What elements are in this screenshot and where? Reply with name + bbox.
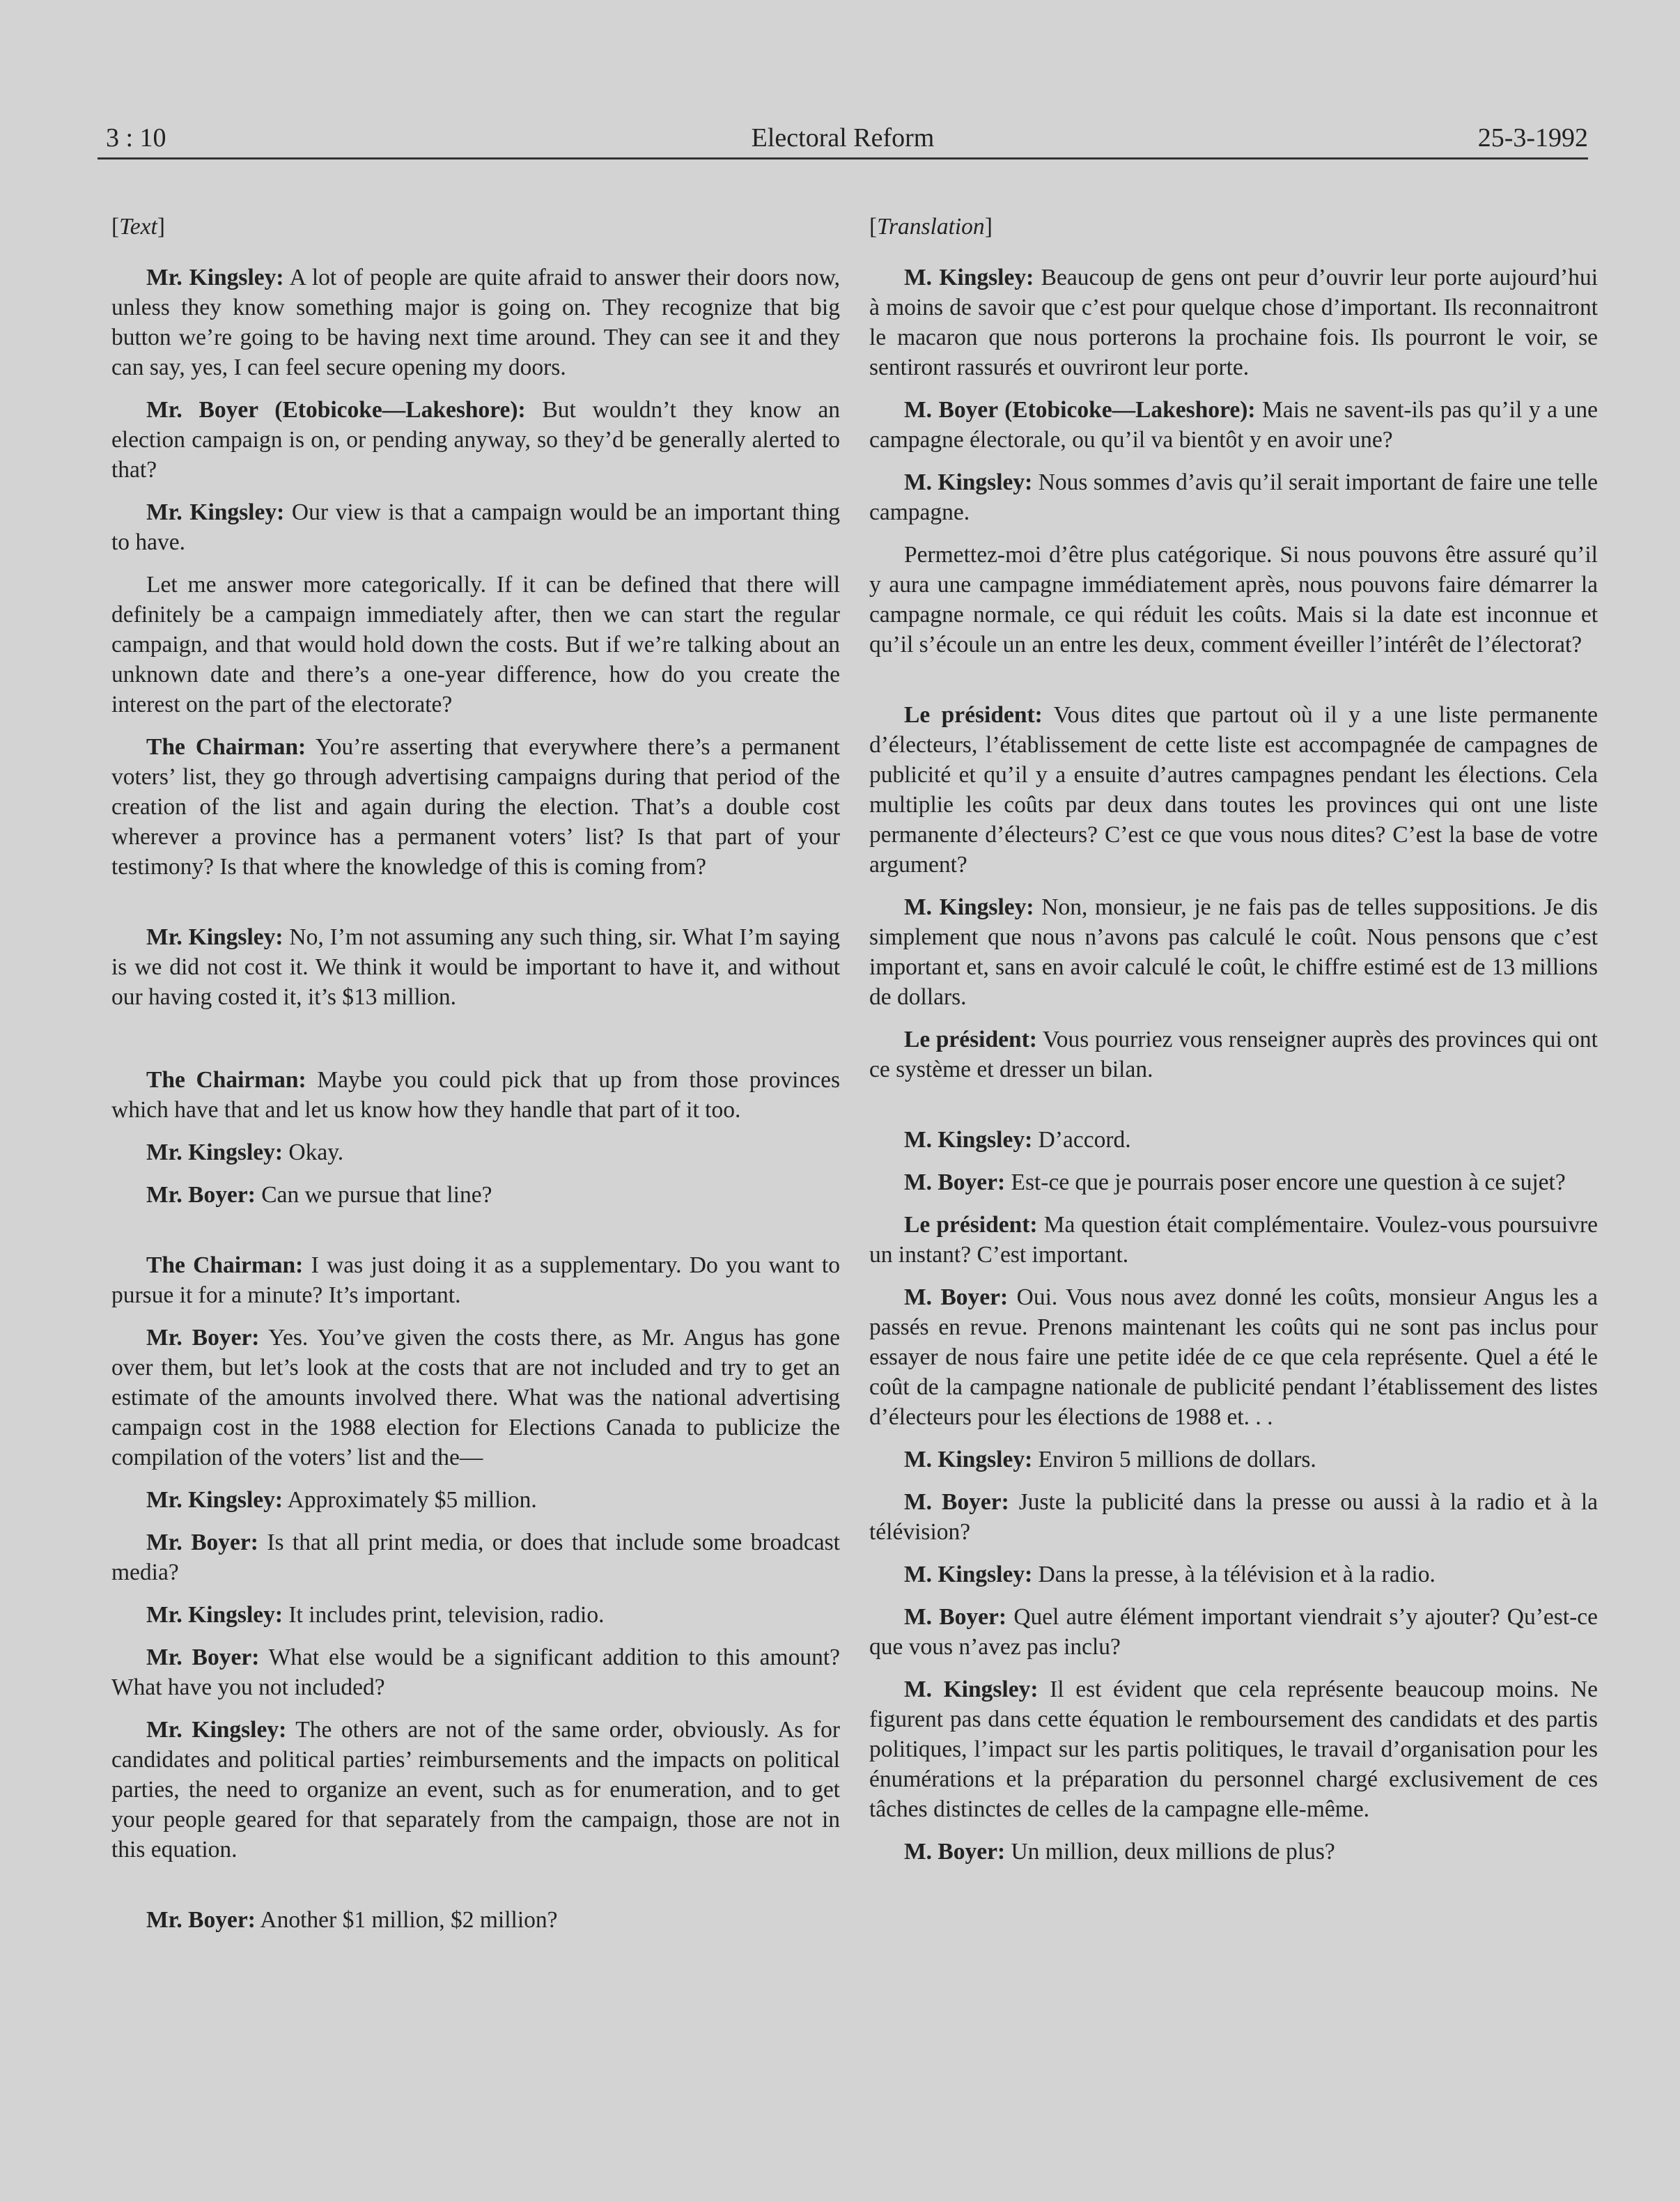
transcript-paragraph: Permettez-moi d’être plus catégorique. Si nous pouvons être assuré qu’il y aura une campagne immédiatement après, nous pouvons faire démarrer la campagne normale, ce qui réduit les coûts. Mais si la date est inconnue et qu’il s’écoule un an entre les deux, comment éveiller l’intérêt de l’électorat? bbox=[869, 542, 1598, 658]
transcript-paragraph: Le président: Vous dites que partout où il y a une liste permanente d’électeurs, l’établissement de cette liste est accompagnée de campagnes de publicité et qu’il y a ensuite d’autres campagnes pendant les élections. Cela multiplie les coûts par deux dans toutes les provinces qui ont une liste permanente d’électeurs? C’est ce que vous nous dites? C’est la base de votre argument? bbox=[869, 702, 1598, 878]
page-number: 3 : 10 bbox=[106, 123, 166, 153]
transcript-paragraph: M. Kingsley: Nous sommes d’avis qu’il serait important de faire une telle campagne. bbox=[869, 469, 1599, 525]
english-column bbox=[111, 202, 840, 1947]
transcript-paragraph: Mr. Boyer: Can we pursue that line? bbox=[146, 1182, 492, 1208]
transcript-paragraph: The Chairman: You’re asserting that everywhere there’s a permanent voters’ list, they go through advertising campaigns during that period of the creation of the list and again during the election. That’s a double cost wherever a province has a permanent voters’ list? Is that part of your testimony? Is that where the knowledge of this is coming from? bbox=[111, 734, 840, 880]
transcript-paragraph: The Chairman: I was just doing it as a supplementary. Do you want to pursue it for a minute? It’s important. bbox=[111, 1252, 840, 1308]
transcript-paragraph: Mr. Kingsley: Our view is that a campaign would be an important thing to have. bbox=[111, 499, 840, 555]
transcript-paragraph: M. Kingsley: D’accord. bbox=[904, 1127, 1131, 1153]
transcript-paragraph: M. Kingsley: Non, monsieur, je ne fais pas de telles suppositions. Je dis simplement que nous n’avons pas calculé le coût. Nous pensons que c’est important et, sans en avoir calculé le coût, le chiffre estimé est de 13 millions de dollars. bbox=[869, 894, 1599, 1010]
transcript-paragraph: M. Boyer: Quel autre élément important viendrait s’y ajouter? Qu’est-ce que vous n’avez pas inclu? bbox=[869, 1604, 1598, 1660]
text-tag: [Text] bbox=[111, 214, 165, 240]
page-header bbox=[98, 118, 1588, 160]
transcript-paragraph: M. Kingsley: Environ 5 millions de dollars. bbox=[904, 1447, 1316, 1472]
transcript-paragraph: M. Kingsley: Dans la presse, à la télévision et à la radio. bbox=[904, 1562, 1436, 1587]
french-column bbox=[869, 202, 1598, 1879]
document-title: Electoral Reform bbox=[751, 123, 935, 153]
transcript-paragraph: Mr. Kingsley: Approximately $5 million. bbox=[146, 1487, 537, 1513]
transcript-paragraph: M. Boyer: Est-ce que je pourrais poser encore une question à ce sujet? bbox=[904, 1169, 1566, 1195]
transcript-paragraph: Mr. Kingsley: The others are not of the same order, obviously. As for candidates and political parties’ reimbursements and the impacts on political parties, the need to organize an event, such as for enumeration, and to get your people geared for that separately from the campaign, those are not in this equation. bbox=[111, 1717, 840, 1862]
transcript-paragraph: Mr. Kingsley: It includes print, television, radio. bbox=[146, 1602, 605, 1628]
transcript-paragraph: Mr. Boyer: Is that all print media, or does that include some broadcast media? bbox=[111, 1530, 840, 1585]
transcript-paragraph: Let me answer more categorically. If it can be defined that there will definitely be a campaign immediately after, then we can start the regular campaign, and that would hold down the costs. But if we’re talking about an unknown date and there’s a one-year difference, how do you create the interest on the part of the electorate? bbox=[111, 572, 840, 717]
transcript-paragraph: Le président: Ma question était complémentaire. Voulez-vous poursuivre un instant? C’est important. bbox=[869, 1212, 1598, 1268]
transcript-paragraph: M. Kingsley: Il est évident que cela représente beaucoup moins. Ne figurent pas dans cette équation le remboursement des candidats et des partis politiques, l’impact sur les partis politiques, le travail d’organisation pour les énumérations et la préparation du personnel chargé exclusivement de ces tâches distinctes de celles de la campagne elle-même. bbox=[869, 1677, 1598, 1822]
transcript-paragraph: M. Boyer: Oui. Vous nous avez donné les coûts, monsieur Angus les a passés en revue. Prenons maintenant les coûts qui ne sont pas inclus pour essayer de nous faire une petite idée de ce que cela représente. Quel a été le coût de la campagne nationale de publicité pendant l’établissement des listes d’électeurs pour les élections de 1988 et. . . bbox=[869, 1284, 1598, 1430]
transcript-paragraph: M. Boyer: Un million, deux millions de plus? bbox=[904, 1839, 1335, 1865]
transcript-paragraph: Mr. Kingsley: No, I’m not assuming any such thing, sir. What I’m saying is we did not cost it. We think it would be important to have it, and without our having costed it, it’s $13 million. bbox=[111, 924, 840, 1010]
translation-tag: [Translation] bbox=[869, 214, 993, 240]
transcript-paragraph: M. Kingsley: Beaucoup de gens ont peur d’ouvrir leur porte aujourd’hui à moins de savoir que c’est pour quelque chose d’important. Ils reconnaitront le macaron que nous porterons la prochaine fois. Ils pourront le voir, se sentiront rassurés et ouvriront leur porte. bbox=[869, 265, 1599, 380]
transcript-paragraph: M. Boyer (Etobicoke—Lakeshore): Mais ne savent-ils pas qu’il y a une campagne électorale, ou qu’il va bientôt y en avoir une? bbox=[869, 397, 1598, 453]
transcript-paragraph: Mr. Kingsley: A lot of people are quite afraid to answer their doors now, unless they know something major is going on. They recognize that big button we’re going to be having next time around. They can see it and they can say, yes, I can feel secure opening my doors. bbox=[111, 265, 841, 380]
transcript-paragraph: Mr. Boyer: Another $1 million, $2 million? bbox=[146, 1907, 558, 1933]
transcript-paragraph: Le président: Vous pourriez vous renseigner auprès des provinces qui ont ce système et dresser un bilan. bbox=[869, 1027, 1598, 1082]
transcript-paragraph: The Chairman: Maybe you could pick that up from those provinces which have that and let us know how they handle that part of it too. bbox=[111, 1067, 840, 1123]
transcript-paragraph: Mr. Boyer: Yes. You’ve given the costs there, as Mr. Angus has gone over them, but let’s look at the costs that are not included and try to get an estimate of the amounts involved there. What was the national advertising campaign cost in the 1988 election for Elections Canada to publicize the compilation of the voters’ list and the— bbox=[111, 1325, 840, 1470]
transcript-paragraph: M. Boyer: Juste la publicité dans la presse ou aussi à la radio et à la télévision? bbox=[869, 1489, 1598, 1545]
document-date: 25-3-1992 bbox=[1477, 123, 1588, 153]
transcript-paragraph: Mr. Kingsley: Okay. bbox=[146, 1140, 344, 1165]
transcript-paragraph: Mr. Boyer: What else would be a significant addition to this amount? What have you not included? bbox=[111, 1644, 840, 1700]
transcript-paragraph: Mr. Boyer (Etobicoke—Lakeshore): But wouldn’t they know an election campaign is on, or pending anyway, so they’d be generally alerted to that? bbox=[111, 397, 840, 483]
